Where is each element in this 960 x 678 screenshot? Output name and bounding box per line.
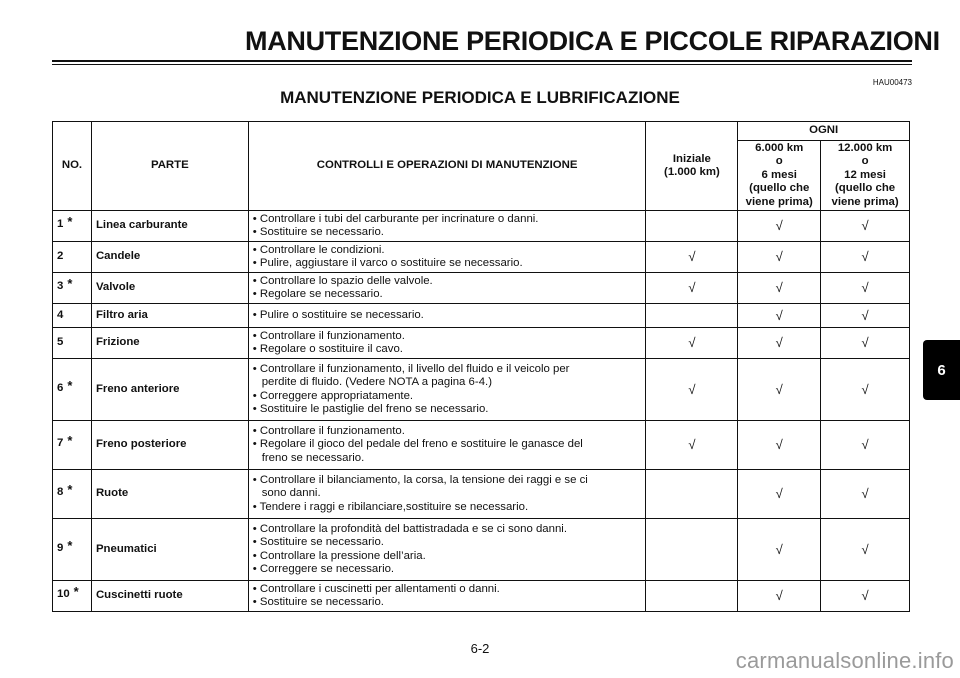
operation-line: • Sostituire le pastiglie del freno se necessario. — [252, 402, 489, 415]
operations-cell — [248, 421, 646, 470]
header-12000-line: o — [861, 155, 869, 168]
header-initial-line: Iniziale — [672, 152, 711, 165]
doc-code: HAU00473 — [872, 78, 912, 87]
special-service-asterisk: * — [67, 482, 73, 498]
part-name: Ruote — [91, 470, 248, 519]
table-row — [53, 211, 910, 242]
row-number-text: 1 — [57, 218, 64, 231]
check-6000: √ — [738, 470, 821, 519]
check-12000: √ — [821, 359, 910, 421]
section-title: MANUTENZIONE PERIODICA E LUBRIFICAZIONE — [280, 88, 680, 107]
operations-cell — [248, 519, 646, 581]
operation-line: • Regolare se necessario. — [252, 288, 383, 300]
operation-line: • Controllare la profondità del battistradada e se ci sono danni. — [252, 522, 567, 535]
operation-line: • Sostituire se necessario. — [252, 536, 384, 549]
row-number — [53, 273, 92, 304]
row-number-text: 8 — [57, 486, 64, 499]
operation-line: sono danni. — [261, 487, 321, 500]
header-rule-thin — [52, 64, 912, 65]
part-name: Cuscinetti ruote — [91, 581, 248, 612]
check-12000: √ — [821, 421, 910, 470]
page-number: 6-2 — [470, 641, 490, 656]
check-6000: √ — [738, 242, 821, 273]
header-initial — [646, 122, 738, 211]
row-number — [53, 328, 92, 359]
table-row — [53, 359, 910, 421]
operation-line: • Controllare il funzionamento, il livello del fluido e il veicolo per — [252, 362, 570, 375]
watermark: carmanualsonline.info — [735, 648, 954, 673]
row-number-text: 2 — [57, 250, 64, 263]
check-initial — [646, 211, 738, 242]
operation-line: • Controllare i tubi del carburante per incrinature o danni. — [252, 212, 539, 225]
part-name: Frizione — [91, 328, 248, 359]
row-number — [53, 421, 92, 470]
check-initial: √ — [646, 273, 738, 304]
special-service-asterisk: * — [67, 433, 73, 449]
special-service-asterisk: * — [73, 584, 79, 600]
header-6000-line: 6 mesi — [761, 168, 797, 181]
operation-line: perdite di fluido. (Vedere NOTA a pagina 6-4.) — [261, 376, 492, 389]
row-number — [53, 519, 92, 581]
special-service-asterisk: * — [67, 537, 73, 553]
row-number-text: 4 — [57, 308, 64, 321]
header-6000-line: 6.000 km — [755, 141, 804, 154]
check-12000: √ — [821, 328, 910, 359]
header-operations: CONTROLLI E OPERAZIONI DI MANUTENZIONE — [248, 122, 646, 211]
part-name: Freno anteriore — [91, 359, 248, 421]
operation-line: • Tendere i raggi e ribilanciare,sostituire se necessario. — [252, 500, 529, 513]
check-12000: √ — [821, 211, 910, 242]
operations-cell — [248, 242, 646, 273]
operation-line: • Sostituire se necessario. — [252, 596, 384, 608]
special-service-asterisk: * — [67, 377, 73, 393]
row-number-text: 10 — [57, 588, 70, 601]
header-6000 — [738, 141, 821, 211]
check-initial: √ — [646, 328, 738, 359]
check-6000: √ — [738, 211, 821, 242]
row-number — [53, 304, 92, 328]
check-6000: √ — [738, 273, 821, 304]
check-6000: √ — [738, 359, 821, 421]
table-row — [53, 328, 910, 359]
operation-line: • Controllare il bilanciamento, la corsa, la tensione dei raggi e se ci — [252, 473, 588, 486]
page-header-title: MANUTENZIONE PERIODICA E PICCOLE RIPARAZIONI — [245, 26, 940, 56]
table-row — [53, 421, 910, 470]
check-12000: √ — [821, 304, 910, 328]
check-6000: √ — [738, 328, 821, 359]
row-number — [53, 359, 92, 421]
operation-line: • Pulire, aggiustare il varco o sostituire se necessario. — [252, 257, 523, 269]
header-12000-line: (quello che — [835, 182, 896, 195]
special-service-asterisk: * — [67, 214, 73, 230]
check-12000: √ — [821, 242, 910, 273]
operations-cell — [248, 273, 646, 304]
header-12000 — [821, 141, 910, 211]
operation-line: • Pulire o sostituire se necessario. — [252, 308, 424, 321]
check-6000: √ — [738, 581, 821, 612]
row-number — [53, 470, 92, 519]
header-12000-line: viene prima) — [831, 195, 899, 208]
row-number-text: 3 — [57, 280, 64, 293]
operation-line: • Controllare lo spazio delle valvole. — [252, 274, 433, 287]
row-number-text: 5 — [57, 336, 64, 349]
check-initial: √ — [646, 421, 738, 470]
check-12000: √ — [821, 519, 910, 581]
header-6000-line: o — [775, 155, 783, 168]
check-initial — [646, 470, 738, 519]
check-12000: √ — [821, 470, 910, 519]
check-initial — [646, 304, 738, 328]
part-name: Freno posteriore — [91, 421, 248, 470]
special-service-asterisk: * — [67, 276, 73, 292]
table-row — [53, 242, 910, 273]
operation-line: • Controllare la pressione dell’aria. — [252, 549, 426, 562]
operations-cell — [248, 304, 646, 328]
table-row — [53, 581, 910, 612]
header-12000-line: 12.000 km — [837, 141, 893, 154]
header-initial-line: (1.000 km) — [664, 166, 720, 178]
operation-line: freno se necessario. — [261, 451, 365, 464]
operations-cell — [248, 211, 646, 242]
part-name: Filtro aria — [91, 304, 248, 328]
row-number — [53, 581, 92, 612]
check-initial — [646, 519, 738, 581]
check-6000: √ — [738, 519, 821, 581]
header-6000-line: viene prima) — [745, 195, 813, 208]
table-row — [53, 519, 910, 581]
header-every: OGNI — [738, 122, 910, 141]
table-row — [53, 304, 910, 328]
check-initial — [646, 581, 738, 612]
maintenance-table — [52, 121, 910, 612]
operations-cell — [248, 328, 646, 359]
operation-line: • Controllare le condizioni. — [252, 243, 385, 256]
header-part: PARTE — [91, 122, 248, 211]
operation-line: • Controllare i cuscinetti per allentamenti o danni. — [252, 582, 500, 595]
part-name: Valvole — [91, 273, 248, 304]
header-12000-line: 12 mesi — [844, 168, 886, 181]
operation-line: • Regolare il gioco del pedale del freno e sostituire le ganasce del — [252, 438, 583, 451]
check-6000: √ — [738, 421, 821, 470]
operation-line: • Regolare o sostituire il cavo. — [252, 343, 403, 355]
operation-line: • Sostituire se necessario. — [252, 226, 384, 238]
row-number-text: 7 — [57, 437, 64, 450]
header-6000-line: (quello che — [749, 182, 810, 195]
part-name: Linea carburante — [91, 211, 248, 242]
table-row — [53, 470, 910, 519]
operations-cell — [248, 470, 646, 519]
check-12000: √ — [821, 273, 910, 304]
part-name: Candele — [91, 242, 248, 273]
check-initial: √ — [646, 242, 738, 273]
row-number — [53, 242, 92, 273]
table-row — [53, 273, 910, 304]
operation-line: • Correggere appropriatamente. — [252, 389, 414, 402]
operations-cell — [248, 359, 646, 421]
operation-line: • Controllare il funzionamento. — [252, 329, 405, 342]
header-rule — [52, 60, 912, 62]
header-no: NO. — [53, 122, 92, 211]
row-number — [53, 211, 92, 242]
operation-line: • Controllare il funzionamento. — [252, 424, 405, 437]
row-number-text: 9 — [57, 541, 64, 554]
check-6000: √ — [738, 304, 821, 328]
operations-cell — [248, 581, 646, 612]
row-number-text: 6 — [57, 381, 64, 394]
operation-line: • Correggere se necessario. — [252, 562, 395, 575]
chapter-tab[interactable]: 6 — [923, 340, 960, 400]
part-name: Pneumatici — [91, 519, 248, 581]
check-initial: √ — [646, 359, 738, 421]
check-12000: √ — [821, 581, 910, 612]
